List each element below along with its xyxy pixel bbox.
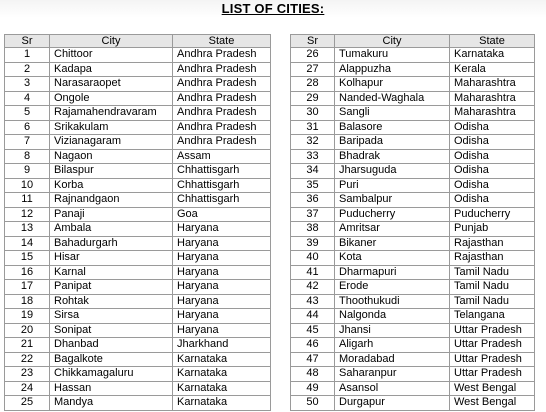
cell-sr: 30 xyxy=(291,106,335,121)
table-row xyxy=(5,207,271,222)
cell-sr: 41 xyxy=(291,265,335,280)
cell-city: Rajamahendravaram xyxy=(50,106,173,121)
cell-city: Alappuzha xyxy=(335,62,450,77)
table-row xyxy=(5,193,271,208)
table-row xyxy=(291,294,535,309)
cell-state: Chhattisgarh xyxy=(173,164,271,179)
table-row xyxy=(291,338,535,353)
cell-city: Puri xyxy=(335,178,450,193)
table-row xyxy=(291,222,535,237)
cell-sr: 9 xyxy=(5,164,50,179)
cell-state: Andhra Pradesh xyxy=(173,135,271,150)
cell-city: Kadapa xyxy=(50,62,173,77)
cell-sr: 27 xyxy=(291,62,335,77)
cell-city: Chikkamagaluru xyxy=(50,367,173,382)
cell-state: Andhra Pradesh xyxy=(173,106,271,121)
cell-sr: 29 xyxy=(291,91,335,106)
cell-sr: 40 xyxy=(291,251,335,266)
cell-sr: 16 xyxy=(5,265,50,280)
cell-city: Bhadrak xyxy=(335,149,450,164)
cell-state: Puducherry xyxy=(450,207,535,222)
cell-state: Chhattisgarh xyxy=(173,193,271,208)
table-row xyxy=(291,120,535,135)
table-row xyxy=(5,178,271,193)
table-row xyxy=(5,77,271,92)
cell-city: Kota xyxy=(335,251,450,266)
cell-state: Haryana xyxy=(173,309,271,324)
table-row xyxy=(291,280,535,295)
table-row xyxy=(5,48,271,63)
cell-city: Dharmapuri xyxy=(335,265,450,280)
table-row xyxy=(291,164,535,179)
cell-city: Thoothukudi xyxy=(335,294,450,309)
cell-state: Odisha xyxy=(450,164,535,179)
cell-state: Karnataka xyxy=(173,381,271,396)
cell-state: Haryana xyxy=(173,280,271,295)
cell-state: Tamil Nadu xyxy=(450,265,535,280)
cell-city: Moradabad xyxy=(335,352,450,367)
cell-sr: 5 xyxy=(5,106,50,121)
table-row xyxy=(5,222,271,237)
cell-state: Odisha xyxy=(450,193,535,208)
cell-city: Hassan xyxy=(50,381,173,396)
cell-state: Tamil Nadu xyxy=(450,294,535,309)
cell-city: Bahadurgarh xyxy=(50,236,173,251)
cell-state: Karnataka xyxy=(173,396,271,411)
cell-city: Bagalkote xyxy=(50,352,173,367)
cell-sr: 7 xyxy=(5,135,50,150)
table-row xyxy=(5,338,271,353)
cell-city: Panipat xyxy=(50,280,173,295)
header-city: City xyxy=(335,35,450,48)
cell-city: Bikaner xyxy=(335,236,450,251)
cell-sr: 8 xyxy=(5,149,50,164)
cities-table-right xyxy=(290,34,535,411)
cell-state: Jharkhand xyxy=(173,338,271,353)
table-row xyxy=(5,106,271,121)
header-sr: Sr xyxy=(5,35,50,48)
cell-sr: 37 xyxy=(291,207,335,222)
cell-city: Durgapur xyxy=(335,396,450,411)
cell-sr: 48 xyxy=(291,367,335,382)
cell-sr: 3 xyxy=(5,77,50,92)
cell-sr: 36 xyxy=(291,193,335,208)
header-city: City xyxy=(50,35,173,48)
cell-sr: 1 xyxy=(5,48,50,63)
cell-city: Bilaspur xyxy=(50,164,173,179)
cell-sr: 19 xyxy=(5,309,50,324)
cell-sr: 35 xyxy=(291,178,335,193)
cell-state: Karnataka xyxy=(173,367,271,382)
cell-state: Rajasthan xyxy=(450,251,535,266)
cell-city: Hisar xyxy=(50,251,173,266)
table-row xyxy=(291,106,535,121)
table-row xyxy=(5,120,271,135)
table-row xyxy=(5,352,271,367)
cell-city: Aligarh xyxy=(335,338,450,353)
cell-city: Tumakuru xyxy=(335,48,450,63)
cell-sr: 28 xyxy=(291,77,335,92)
table-row xyxy=(5,236,271,251)
cell-city: Kolhapur xyxy=(335,77,450,92)
cell-sr: 21 xyxy=(5,338,50,353)
cell-city: Chittoor xyxy=(50,48,173,63)
table-header-row xyxy=(291,35,535,48)
cell-sr: 6 xyxy=(5,120,50,135)
cell-state: Uttar Pradesh xyxy=(450,367,535,382)
table-row xyxy=(291,381,535,396)
cell-city: Karnal xyxy=(50,265,173,280)
cell-city: Nagaon xyxy=(50,149,173,164)
cell-state: Odisha xyxy=(450,178,535,193)
table-row xyxy=(291,309,535,324)
table-row xyxy=(5,251,271,266)
cell-city: Panaji xyxy=(50,207,173,222)
cell-sr: 13 xyxy=(5,222,50,237)
cell-sr: 26 xyxy=(291,48,335,63)
cell-city: Asansol xyxy=(335,381,450,396)
table-row xyxy=(5,135,271,150)
table-row xyxy=(5,367,271,382)
cell-state: Haryana xyxy=(173,265,271,280)
table-row xyxy=(291,193,535,208)
table-row xyxy=(5,91,271,106)
table-row xyxy=(291,323,535,338)
table-body-left xyxy=(5,48,271,411)
cell-city: Nanded-Waghala xyxy=(335,91,450,106)
cell-sr: 31 xyxy=(291,120,335,135)
cell-city: Nalgonda xyxy=(335,309,450,324)
cell-sr: 20 xyxy=(5,323,50,338)
cell-state: West Bengal xyxy=(450,396,535,411)
cell-state: Andhra Pradesh xyxy=(173,62,271,77)
cell-state: Maharashtra xyxy=(450,106,535,121)
cell-state: Telangana xyxy=(450,309,535,324)
cell-city: Narasaraopet xyxy=(50,77,173,92)
cell-sr: 33 xyxy=(291,149,335,164)
cell-city: Amritsar xyxy=(335,222,450,237)
cell-state: Tamil Nadu xyxy=(450,280,535,295)
cell-state: Maharashtra xyxy=(450,91,535,106)
cell-state: Goa xyxy=(173,207,271,222)
cell-city: Sonipat xyxy=(50,323,173,338)
cell-state: Andhra Pradesh xyxy=(173,91,271,106)
cell-state: Punjab xyxy=(450,222,535,237)
cell-state: Odisha xyxy=(450,149,535,164)
cell-city: Jhansi xyxy=(335,323,450,338)
cell-state: Haryana xyxy=(173,323,271,338)
cell-state: Haryana xyxy=(173,236,271,251)
table-row xyxy=(291,77,535,92)
cell-state: Maharashtra xyxy=(450,77,535,92)
cell-city: Baripada xyxy=(335,135,450,150)
cell-state: Haryana xyxy=(173,251,271,266)
cell-state: West Bengal xyxy=(450,381,535,396)
table-row xyxy=(5,294,271,309)
cell-sr: 34 xyxy=(291,164,335,179)
cell-city: Ongole xyxy=(50,91,173,106)
header-state: State xyxy=(450,35,535,48)
table-header-row xyxy=(5,35,271,48)
header-state: State xyxy=(173,35,271,48)
cell-city: Rohtak xyxy=(50,294,173,309)
table-row xyxy=(291,352,535,367)
cell-state: Andhra Pradesh xyxy=(173,48,271,63)
cell-city: Jharsuguda xyxy=(335,164,450,179)
cell-city: Sambalpur xyxy=(335,193,450,208)
cell-sr: 18 xyxy=(5,294,50,309)
cell-city: Puducherry xyxy=(335,207,450,222)
table-row xyxy=(291,236,535,251)
cell-sr: 23 xyxy=(5,367,50,382)
cell-state: Andhra Pradesh xyxy=(173,77,271,92)
cell-sr: 10 xyxy=(5,178,50,193)
table-row xyxy=(5,309,271,324)
cell-city: Rajnandgaon xyxy=(50,193,173,208)
cell-state: Assam xyxy=(173,149,271,164)
cell-state: Haryana xyxy=(173,294,271,309)
cell-state: Uttar Pradesh xyxy=(450,352,535,367)
cell-state: Odisha xyxy=(450,120,535,135)
table-row xyxy=(5,280,271,295)
cell-city: Ambala xyxy=(50,222,173,237)
cell-city: Korba xyxy=(50,178,173,193)
cell-sr: 2 xyxy=(5,62,50,77)
cell-state: Uttar Pradesh xyxy=(450,323,535,338)
table-row xyxy=(291,48,535,63)
table-row xyxy=(5,62,271,77)
table-row xyxy=(5,396,271,411)
cell-sr: 42 xyxy=(291,280,335,295)
cell-state: Haryana xyxy=(173,222,271,237)
cell-sr: 14 xyxy=(5,236,50,251)
cell-sr: 49 xyxy=(291,381,335,396)
table-row xyxy=(291,251,535,266)
cell-city: Dhanbad xyxy=(50,338,173,353)
table-row xyxy=(291,396,535,411)
cell-sr: 46 xyxy=(291,338,335,353)
table-row xyxy=(291,149,535,164)
table-body-right xyxy=(291,48,535,411)
cell-sr: 22 xyxy=(5,352,50,367)
table-row xyxy=(291,367,535,382)
cell-sr: 50 xyxy=(291,396,335,411)
table-row xyxy=(5,265,271,280)
cell-sr: 11 xyxy=(5,193,50,208)
page-title: LIST OF CITIES: xyxy=(221,1,325,16)
cell-city: Mandya xyxy=(50,396,173,411)
cell-city: Vizianagaram xyxy=(50,135,173,150)
cell-sr: 47 xyxy=(291,352,335,367)
cell-sr: 32 xyxy=(291,135,335,150)
cell-sr: 15 xyxy=(5,251,50,266)
header-sr: Sr xyxy=(291,35,335,48)
cell-sr: 39 xyxy=(291,236,335,251)
cell-city: Saharanpur xyxy=(335,367,450,382)
cell-state: Kerala xyxy=(450,62,535,77)
table-row xyxy=(291,91,535,106)
cell-sr: 45 xyxy=(291,323,335,338)
cell-sr: 12 xyxy=(5,207,50,222)
cell-state: Karnataka xyxy=(450,48,535,63)
cell-sr: 44 xyxy=(291,309,335,324)
cell-sr: 24 xyxy=(5,381,50,396)
cell-state: Odisha xyxy=(450,135,535,150)
table-row xyxy=(5,164,271,179)
cell-state: Andhra Pradesh xyxy=(173,120,271,135)
cell-city: Srikakulam xyxy=(50,120,173,135)
cell-city: Sangli xyxy=(335,106,450,121)
cell-sr: 4 xyxy=(5,91,50,106)
table-row xyxy=(291,62,535,77)
table-row xyxy=(291,178,535,193)
cell-city: Erode xyxy=(335,280,450,295)
table-row xyxy=(5,381,271,396)
table-row xyxy=(291,135,535,150)
cell-state: Chhattisgarh xyxy=(173,178,271,193)
cell-state: Karnataka xyxy=(173,352,271,367)
table-row xyxy=(5,149,271,164)
cell-city: Balasore xyxy=(335,120,450,135)
cities-table-left xyxy=(4,34,271,411)
table-row xyxy=(5,323,271,338)
cell-sr: 25 xyxy=(5,396,50,411)
cell-sr: 17 xyxy=(5,280,50,295)
table-row xyxy=(291,207,535,222)
cell-sr: 43 xyxy=(291,294,335,309)
cell-sr: 38 xyxy=(291,222,335,237)
cell-state: Rajasthan xyxy=(450,236,535,251)
cell-state: Uttar Pradesh xyxy=(450,338,535,353)
table-row xyxy=(291,265,535,280)
cell-city: Sirsa xyxy=(50,309,173,324)
